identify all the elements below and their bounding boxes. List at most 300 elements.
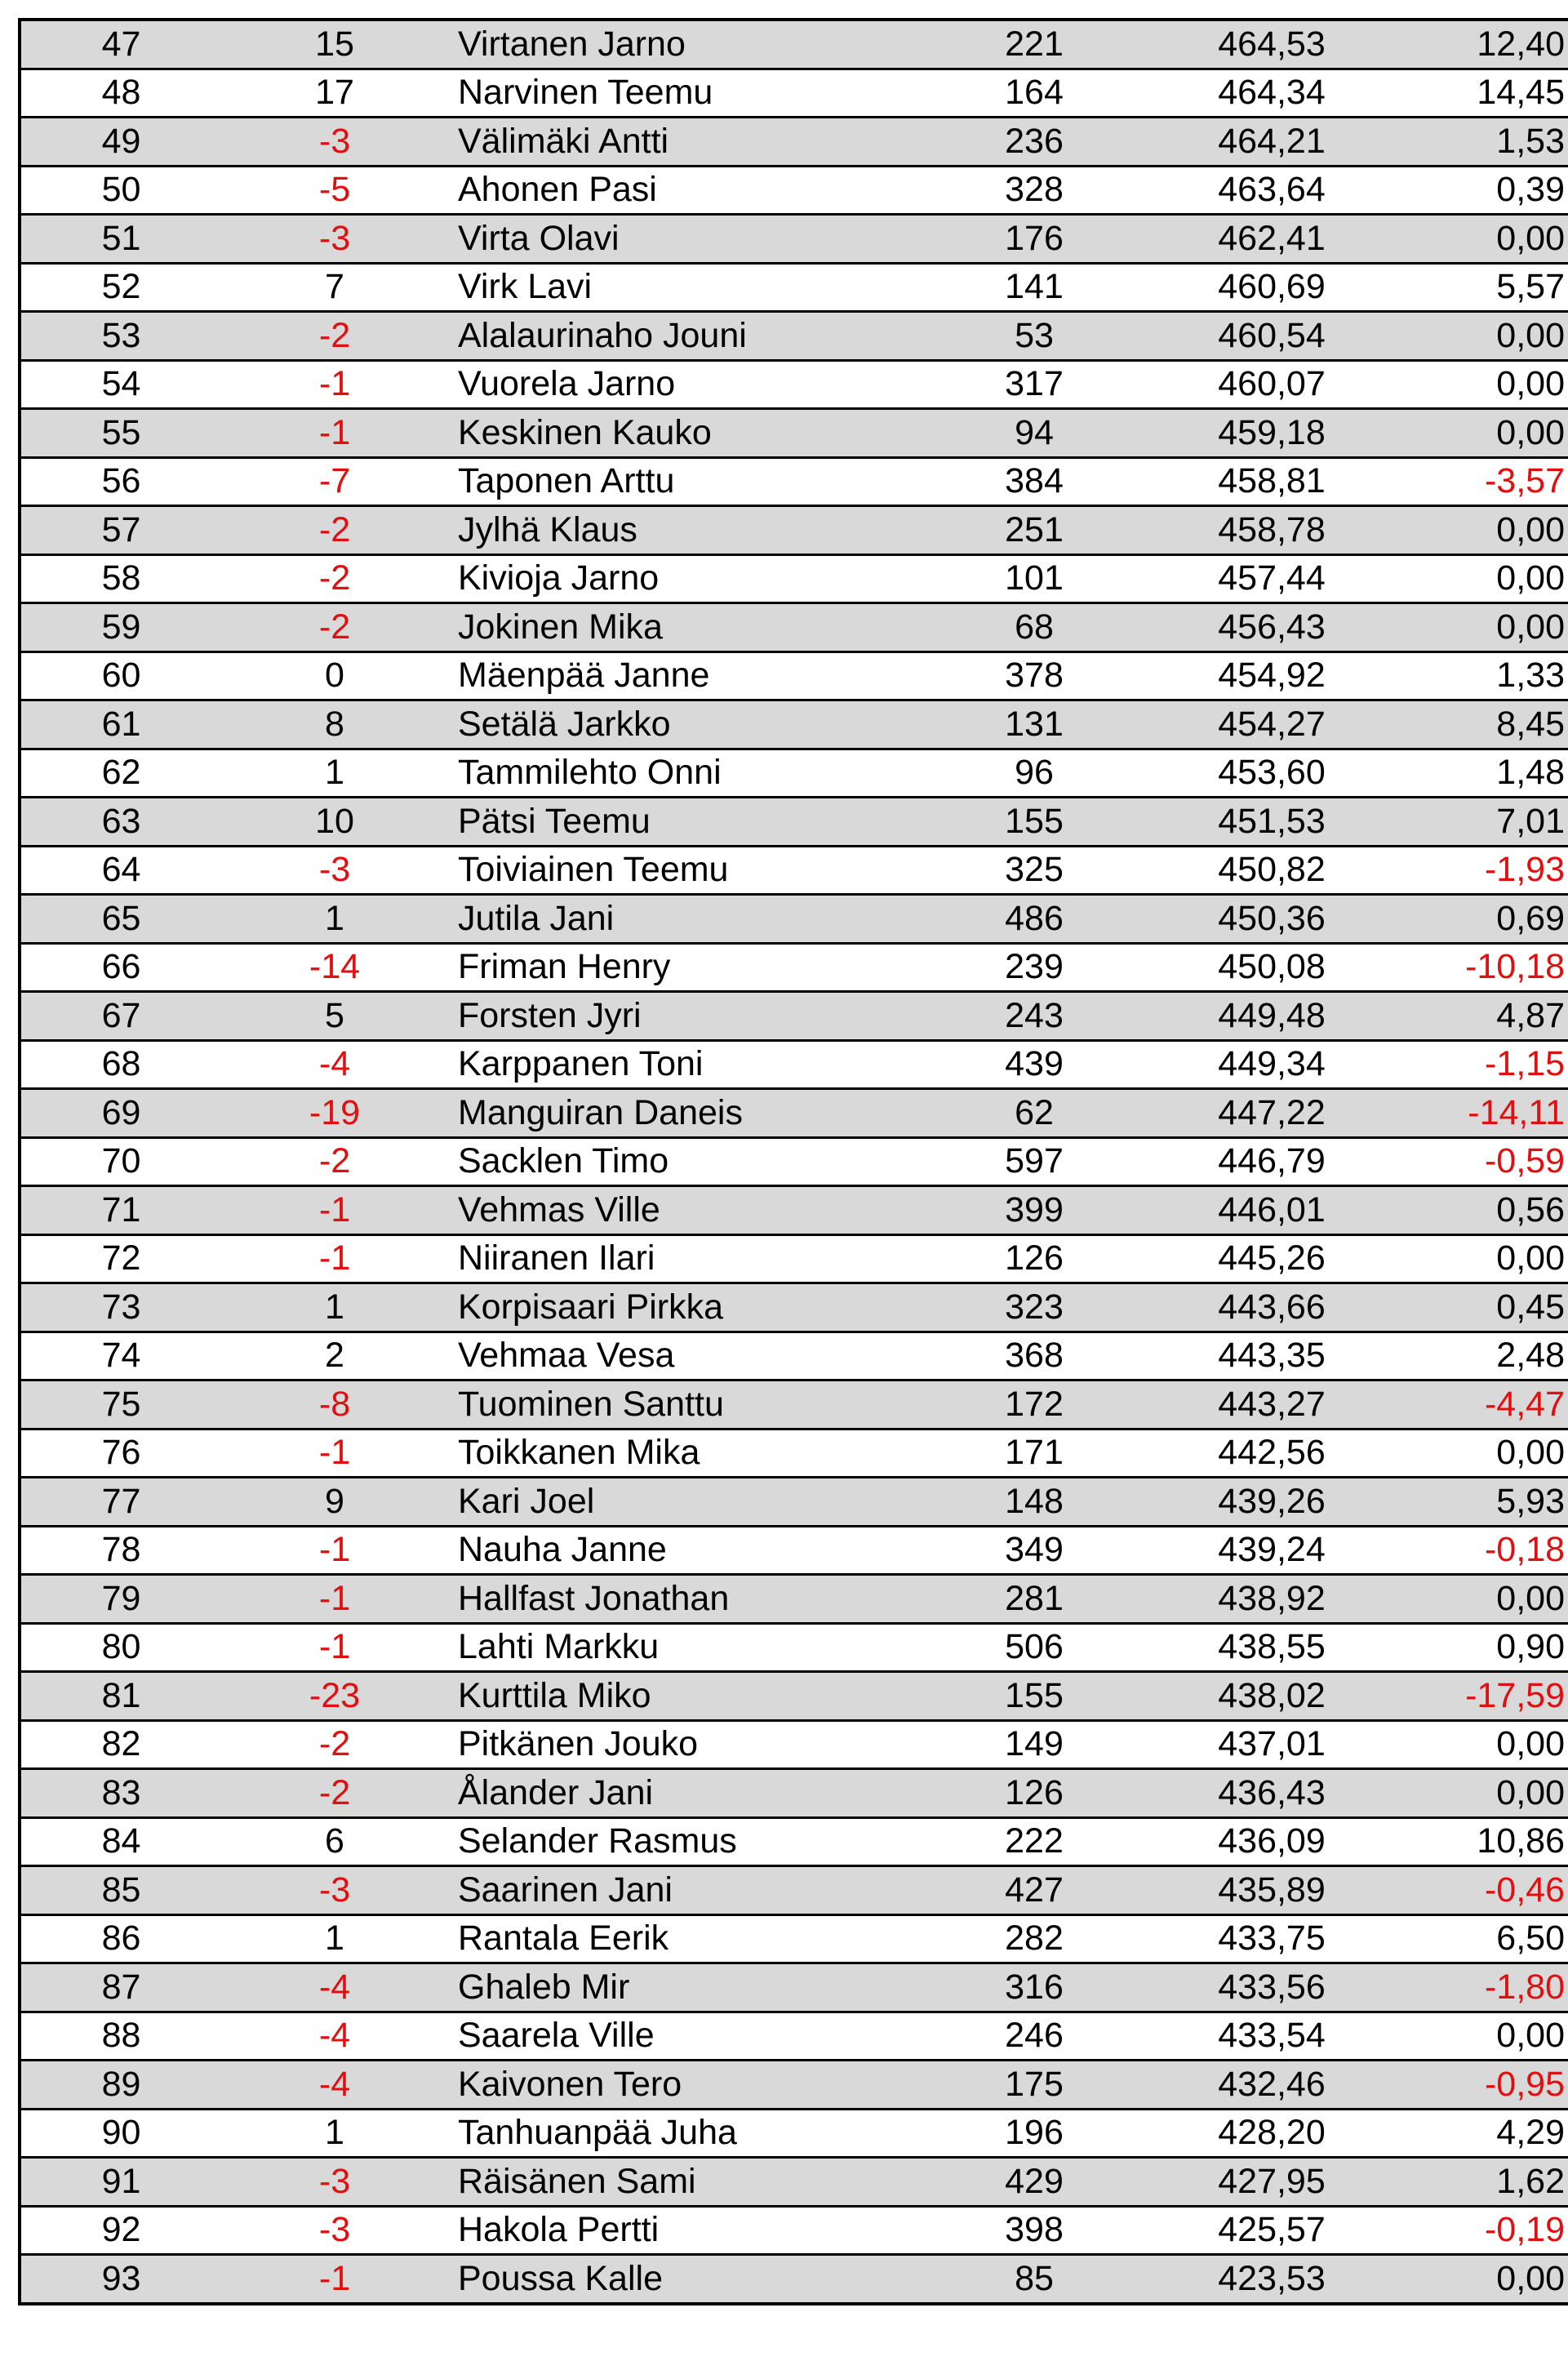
rank-cell: 53 [20, 312, 221, 361]
points-cell: 457,44 [1164, 554, 1379, 603]
table-row [20, 360, 1568, 409]
points-cell: 449,34 [1164, 1040, 1379, 1089]
points-cell: 433,56 [1164, 1963, 1379, 2012]
count-cell: 101 [904, 554, 1164, 603]
points-cell: 458,78 [1164, 506, 1379, 555]
diff-cell: -0,46 [1379, 1866, 1568, 1915]
points-cell: 438,92 [1164, 1575, 1379, 1624]
table-row [20, 1769, 1568, 1818]
diff-cell: -0,18 [1379, 1526, 1568, 1575]
table-row [20, 1040, 1568, 1089]
count-cell: 316 [904, 1963, 1164, 2012]
diff-cell: 1,33 [1379, 651, 1568, 700]
change-cell: -1 [221, 1234, 448, 1283]
count-cell: 222 [904, 1817, 1164, 1866]
rank-cell: 82 [20, 1720, 221, 1769]
diff-cell: -0,95 [1379, 2061, 1568, 2110]
change-cell: -1 [221, 1575, 448, 1624]
table-row [20, 1332, 1568, 1381]
player-name-cell: Tammilehto Onni [448, 749, 904, 798]
rank-cell: 75 [20, 1381, 221, 1429]
diff-cell: 0,00 [1379, 1575, 1568, 1624]
diff-cell: 1,53 [1379, 118, 1568, 167]
diff-cell: 1,48 [1379, 749, 1568, 798]
table-row [20, 20, 1568, 69]
ranking-table-body [20, 20, 1568, 2304]
rank-cell: 78 [20, 1526, 221, 1575]
player-name-cell: Hakola Pertti [448, 2206, 904, 2255]
rank-cell: 56 [20, 457, 221, 506]
player-name-cell: Jylhä Klaus [448, 506, 904, 555]
player-name-cell: Alalaurinaho Jouni [448, 312, 904, 361]
count-cell: 176 [904, 215, 1164, 264]
points-cell: 443,27 [1164, 1381, 1379, 1429]
diff-cell: 8,45 [1379, 700, 1568, 749]
table-row [20, 749, 1568, 798]
player-name-cell: Vuorela Jarno [448, 360, 904, 409]
change-cell: -1 [221, 1186, 448, 1235]
count-cell: 246 [904, 2012, 1164, 2061]
points-cell: 454,27 [1164, 700, 1379, 749]
count-cell: 149 [904, 1720, 1164, 1769]
player-name-cell: Jokinen Mika [448, 603, 904, 652]
table-row [20, 2109, 1568, 2158]
count-cell: 171 [904, 1429, 1164, 1478]
change-cell: -23 [221, 1672, 448, 1721]
diff-cell: 6,50 [1379, 1914, 1568, 1963]
count-cell: 62 [904, 1089, 1164, 1138]
change-cell: 5 [221, 992, 448, 1041]
table-row [20, 700, 1568, 749]
player-name-cell: Räisänen Sami [448, 2158, 904, 2207]
count-cell: 399 [904, 1186, 1164, 1235]
rank-cell: 89 [20, 2061, 221, 2110]
rank-cell: 62 [20, 749, 221, 798]
diff-cell: 5,93 [1379, 1478, 1568, 1527]
count-cell: 155 [904, 1672, 1164, 1721]
points-cell: 439,26 [1164, 1478, 1379, 1527]
diff-cell: -3,57 [1379, 457, 1568, 506]
diff-cell: 5,57 [1379, 263, 1568, 312]
table-row [20, 2158, 1568, 2207]
count-cell: 85 [904, 2255, 1164, 2304]
rank-cell: 47 [20, 20, 221, 69]
table-row [20, 603, 1568, 652]
rank-cell: 54 [20, 360, 221, 409]
player-name-cell: Tanhuanpää Juha [448, 2109, 904, 2158]
points-cell: 456,43 [1164, 603, 1379, 652]
count-cell: 325 [904, 846, 1164, 895]
player-name-cell: Korpisaari Pirkka [448, 1283, 904, 1332]
rank-cell: 93 [20, 2255, 221, 2304]
rank-cell: 59 [20, 603, 221, 652]
points-cell: 443,35 [1164, 1332, 1379, 1381]
rank-cell: 55 [20, 409, 221, 458]
diff-cell: 14,45 [1379, 69, 1568, 118]
change-cell: -1 [221, 2255, 448, 2304]
rank-cell: 64 [20, 846, 221, 895]
diff-cell: 0,00 [1379, 312, 1568, 361]
player-name-cell: Vehmas Ville [448, 1186, 904, 1235]
diff-cell: 0,56 [1379, 1186, 1568, 1235]
diff-cell: 0,69 [1379, 895, 1568, 944]
rank-cell: 90 [20, 2109, 221, 2158]
diff-cell: 7,01 [1379, 798, 1568, 847]
change-cell: 1 [221, 749, 448, 798]
points-cell: 439,24 [1164, 1526, 1379, 1575]
rank-cell: 65 [20, 895, 221, 944]
player-name-cell: Niiranen Ilari [448, 1234, 904, 1283]
rank-cell: 77 [20, 1478, 221, 1527]
change-cell: -1 [221, 1526, 448, 1575]
points-cell: 453,60 [1164, 749, 1379, 798]
diff-cell: 1,62 [1379, 2158, 1568, 2207]
count-cell: 236 [904, 118, 1164, 167]
change-cell: -1 [221, 360, 448, 409]
diff-cell: -4,47 [1379, 1381, 1568, 1429]
rank-cell: 63 [20, 798, 221, 847]
player-name-cell: Setälä Jarkko [448, 700, 904, 749]
count-cell: 328 [904, 166, 1164, 215]
count-cell: 486 [904, 895, 1164, 944]
points-cell: 435,89 [1164, 1866, 1379, 1915]
count-cell: 239 [904, 943, 1164, 992]
diff-cell: 0,00 [1379, 603, 1568, 652]
count-cell: 368 [904, 1332, 1164, 1381]
count-cell: 323 [904, 1283, 1164, 1332]
table-row [20, 1526, 1568, 1575]
player-name-cell: Rantala Eerik [448, 1914, 904, 1963]
rank-cell: 71 [20, 1186, 221, 1235]
table-row [20, 118, 1568, 167]
change-cell: 0 [221, 651, 448, 700]
table-row [20, 1283, 1568, 1332]
rank-cell: 60 [20, 651, 221, 700]
player-name-cell: Saarela Ville [448, 2012, 904, 2061]
player-name-cell: Mäenpää Janne [448, 651, 904, 700]
change-cell: -1 [221, 1623, 448, 1672]
points-cell: 428,20 [1164, 2109, 1379, 2158]
change-cell: 15 [221, 20, 448, 69]
table-row [20, 1575, 1568, 1624]
change-cell: 17 [221, 69, 448, 118]
rank-cell: 52 [20, 263, 221, 312]
change-cell: -14 [221, 943, 448, 992]
points-cell: 451,53 [1164, 798, 1379, 847]
table-row [20, 2255, 1568, 2304]
table-row [20, 992, 1568, 1041]
diff-cell: 0,00 [1379, 360, 1568, 409]
points-cell: 442,56 [1164, 1429, 1379, 1478]
player-name-cell: Vehmaa Vesa [448, 1332, 904, 1381]
change-cell: -4 [221, 1963, 448, 2012]
count-cell: 221 [904, 20, 1164, 69]
player-name-cell: Kari Joel [448, 1478, 904, 1527]
count-cell: 282 [904, 1914, 1164, 1963]
rank-cell: 72 [20, 1234, 221, 1283]
count-cell: 427 [904, 1866, 1164, 1915]
rank-cell: 73 [20, 1283, 221, 1332]
table-row [20, 895, 1568, 944]
diff-cell: 0,00 [1379, 409, 1568, 458]
points-cell: 460,69 [1164, 263, 1379, 312]
table-row [20, 943, 1568, 992]
diff-cell: 0,00 [1379, 1234, 1568, 1283]
count-cell: 96 [904, 749, 1164, 798]
player-name-cell: Keskinen Kauko [448, 409, 904, 458]
diff-cell: -1,80 [1379, 1963, 1568, 2012]
rank-cell: 91 [20, 2158, 221, 2207]
player-name-cell: Saarinen Jani [448, 1866, 904, 1915]
rank-cell: 69 [20, 1089, 221, 1138]
change-cell: -4 [221, 2061, 448, 2110]
player-name-cell: Virk Lavi [448, 263, 904, 312]
points-cell: 438,55 [1164, 1623, 1379, 1672]
table-row [20, 69, 1568, 118]
change-cell: -1 [221, 1429, 448, 1478]
diff-cell: 4,29 [1379, 2109, 1568, 2158]
count-cell: 243 [904, 992, 1164, 1041]
count-cell: 196 [904, 2109, 1164, 2158]
player-name-cell: Selander Rasmus [448, 1817, 904, 1866]
change-cell: -3 [221, 2206, 448, 2255]
count-cell: 141 [904, 263, 1164, 312]
player-name-cell: Kaivonen Tero [448, 2061, 904, 2110]
count-cell: 126 [904, 1769, 1164, 1818]
points-cell: 443,66 [1164, 1283, 1379, 1332]
table-row [20, 166, 1568, 215]
count-cell: 53 [904, 312, 1164, 361]
count-cell: 439 [904, 1040, 1164, 1089]
change-cell: 8 [221, 700, 448, 749]
player-name-cell: Sacklen Timo [448, 1137, 904, 1186]
table-row [20, 1478, 1568, 1527]
points-cell: 436,09 [1164, 1817, 1379, 1866]
points-cell: 458,81 [1164, 457, 1379, 506]
change-cell: -7 [221, 457, 448, 506]
rank-cell: 81 [20, 1672, 221, 1721]
rank-cell: 87 [20, 1963, 221, 2012]
points-cell: 446,01 [1164, 1186, 1379, 1235]
table-row [20, 457, 1568, 506]
diff-cell: 0,00 [1379, 1769, 1568, 1818]
points-cell: 460,54 [1164, 312, 1379, 361]
count-cell: 349 [904, 1526, 1164, 1575]
player-name-cell: Lahti Markku [448, 1623, 904, 1672]
player-name-cell: Tuominen Santtu [448, 1381, 904, 1429]
diff-cell: 0,00 [1379, 215, 1568, 264]
diff-cell: 12,40 [1379, 20, 1568, 69]
change-cell: -4 [221, 1040, 448, 1089]
change-cell: 1 [221, 1283, 448, 1332]
points-cell: 423,53 [1164, 2255, 1379, 2304]
player-name-cell: Friman Henry [448, 943, 904, 992]
diff-cell: 0,00 [1379, 1720, 1568, 1769]
player-name-cell: Jutila Jani [448, 895, 904, 944]
count-cell: 317 [904, 360, 1164, 409]
table-row [20, 2061, 1568, 2110]
diff-cell: 0,00 [1379, 2012, 1568, 2061]
table-row [20, 1429, 1568, 1478]
rank-cell: 84 [20, 1817, 221, 1866]
count-cell: 398 [904, 2206, 1164, 2255]
count-cell: 429 [904, 2158, 1164, 2207]
table-row [20, 798, 1568, 847]
diff-cell: -14,11 [1379, 1089, 1568, 1138]
table-row [20, 554, 1568, 603]
table-row [20, 1914, 1568, 1963]
player-name-cell: Taponen Arttu [448, 457, 904, 506]
table-row [20, 1381, 1568, 1429]
player-name-cell: Karppanen Toni [448, 1040, 904, 1089]
rank-cell: 49 [20, 118, 221, 167]
points-cell: 464,53 [1164, 20, 1379, 69]
player-name-cell: Manguiran Daneis [448, 1089, 904, 1138]
change-cell: -2 [221, 1137, 448, 1186]
change-cell: -5 [221, 166, 448, 215]
points-cell: 425,57 [1164, 2206, 1379, 2255]
change-cell: -2 [221, 506, 448, 555]
diff-cell: 0,00 [1379, 1429, 1568, 1478]
table-row [20, 1817, 1568, 1866]
change-cell: -8 [221, 1381, 448, 1429]
rank-cell: 58 [20, 554, 221, 603]
points-cell: 450,82 [1164, 846, 1379, 895]
diff-cell: 0,00 [1379, 2255, 1568, 2304]
change-cell: -2 [221, 1769, 448, 1818]
points-cell: 446,79 [1164, 1137, 1379, 1186]
diff-cell: 0,45 [1379, 1283, 1568, 1332]
diff-cell: -0,59 [1379, 1137, 1568, 1186]
count-cell: 378 [904, 651, 1164, 700]
change-cell: -2 [221, 1720, 448, 1769]
diff-cell: 0,00 [1379, 506, 1568, 555]
diff-cell: -17,59 [1379, 1672, 1568, 1721]
table-row [20, 1672, 1568, 1721]
player-name-cell: Toikkanen Mika [448, 1429, 904, 1478]
rank-cell: 74 [20, 1332, 221, 1381]
change-cell: -2 [221, 312, 448, 361]
player-name-cell: Välimäki Antti [448, 118, 904, 167]
change-cell: 2 [221, 1332, 448, 1381]
change-cell: 6 [221, 1817, 448, 1866]
diff-cell: 2,48 [1379, 1332, 1568, 1381]
table-row [20, 1720, 1568, 1769]
table-row [20, 312, 1568, 361]
points-cell: 433,75 [1164, 1914, 1379, 1963]
count-cell: 172 [904, 1381, 1164, 1429]
points-cell: 462,41 [1164, 215, 1379, 264]
rank-cell: 86 [20, 1914, 221, 1963]
rank-cell: 68 [20, 1040, 221, 1089]
count-cell: 597 [904, 1137, 1164, 1186]
change-cell: 9 [221, 1478, 448, 1527]
player-name-cell: Kivioja Jarno [448, 554, 904, 603]
rank-cell: 66 [20, 943, 221, 992]
player-name-cell: Ålander Jani [448, 1769, 904, 1818]
change-cell: -3 [221, 1866, 448, 1915]
points-cell: 459,18 [1164, 409, 1379, 458]
diff-cell: -10,18 [1379, 943, 1568, 992]
diff-cell: 10,86 [1379, 1817, 1568, 1866]
player-name-cell: Narvinen Teemu [448, 69, 904, 118]
table-row [20, 263, 1568, 312]
count-cell: 94 [904, 409, 1164, 458]
table-row [20, 409, 1568, 458]
count-cell: 281 [904, 1575, 1164, 1624]
rank-cell: 92 [20, 2206, 221, 2255]
player-name-cell: Hallfast Jonathan [448, 1575, 904, 1624]
table-row [20, 1866, 1568, 1915]
rank-cell: 50 [20, 166, 221, 215]
diff-cell: -1,93 [1379, 846, 1568, 895]
change-cell: -19 [221, 1089, 448, 1138]
count-cell: 384 [904, 457, 1164, 506]
count-cell: 164 [904, 69, 1164, 118]
rank-cell: 51 [20, 215, 221, 264]
player-name-cell: Nauha Janne [448, 1526, 904, 1575]
points-cell: 433,54 [1164, 2012, 1379, 2061]
count-cell: 175 [904, 2061, 1164, 2110]
rank-cell: 80 [20, 1623, 221, 1672]
change-cell: -3 [221, 118, 448, 167]
change-cell: -2 [221, 603, 448, 652]
points-cell: 454,92 [1164, 651, 1379, 700]
rank-cell: 70 [20, 1137, 221, 1186]
points-cell: 436,43 [1164, 1769, 1379, 1818]
diff-cell: 4,87 [1379, 992, 1568, 1041]
diff-cell: -1,15 [1379, 1040, 1568, 1089]
change-cell: -3 [221, 846, 448, 895]
table-row [20, 1623, 1568, 1672]
table-row [20, 2206, 1568, 2255]
rank-cell: 76 [20, 1429, 221, 1478]
count-cell: 148 [904, 1478, 1164, 1527]
change-cell: 7 [221, 263, 448, 312]
points-cell: 437,01 [1164, 1720, 1379, 1769]
diff-cell: 0,39 [1379, 166, 1568, 215]
points-cell: 450,08 [1164, 943, 1379, 992]
table-row [20, 1089, 1568, 1138]
table-row [20, 506, 1568, 555]
table-row [20, 1234, 1568, 1283]
rank-cell: 83 [20, 1769, 221, 1818]
points-cell: 438,02 [1164, 1672, 1379, 1721]
points-cell: 449,48 [1164, 992, 1379, 1041]
player-name-cell: Kurttila Miko [448, 1672, 904, 1721]
rank-cell: 88 [20, 2012, 221, 2061]
change-cell: -4 [221, 2012, 448, 2061]
change-cell: 10 [221, 798, 448, 847]
count-cell: 155 [904, 798, 1164, 847]
points-cell: 447,22 [1164, 1089, 1379, 1138]
rank-cell: 57 [20, 506, 221, 555]
points-cell: 460,07 [1164, 360, 1379, 409]
player-name-cell: Virta Olavi [448, 215, 904, 264]
change-cell: -1 [221, 409, 448, 458]
player-name-cell: Forsten Jyri [448, 992, 904, 1041]
table-row [20, 2012, 1568, 2061]
player-name-cell: Pätsi Teemu [448, 798, 904, 847]
count-cell: 251 [904, 506, 1164, 555]
points-cell: 427,95 [1164, 2158, 1379, 2207]
player-name-cell: Virtanen Jarno [448, 20, 904, 69]
points-cell: 432,46 [1164, 2061, 1379, 2110]
count-cell: 131 [904, 700, 1164, 749]
change-cell: -3 [221, 215, 448, 264]
rank-cell: 61 [20, 700, 221, 749]
points-cell: 450,36 [1164, 895, 1379, 944]
